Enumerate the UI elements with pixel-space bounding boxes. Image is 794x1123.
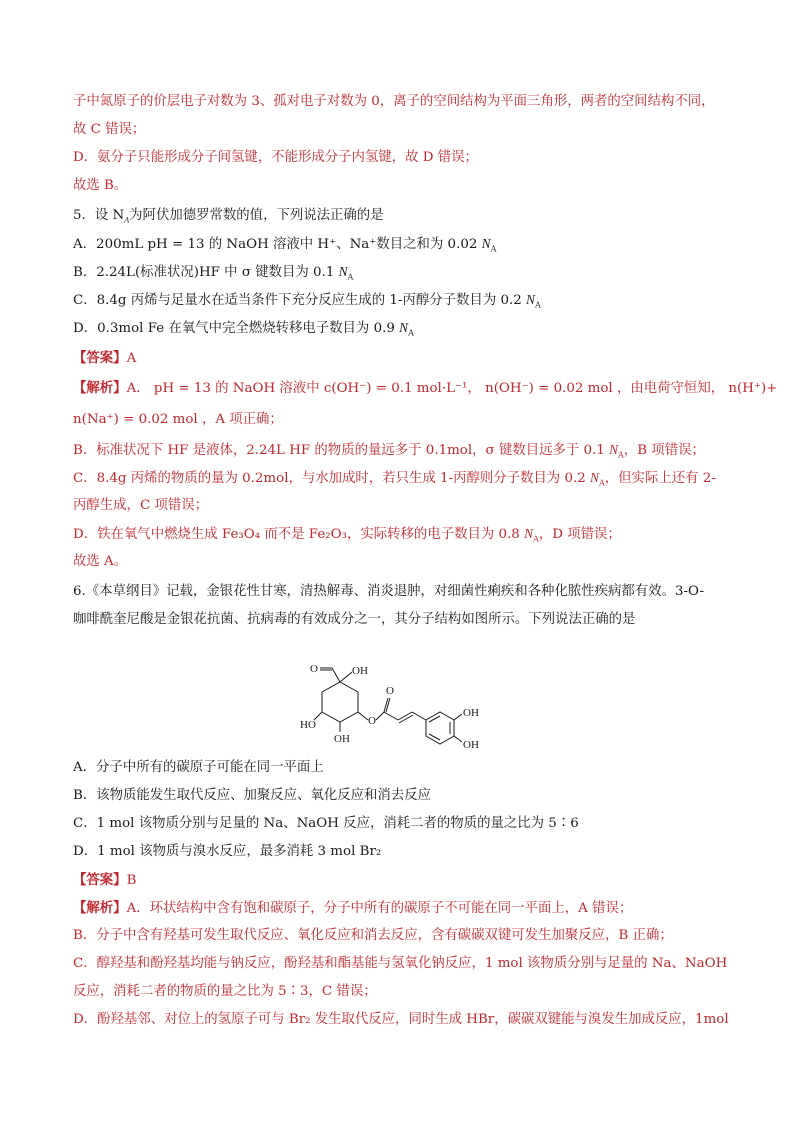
explanation-5-line: 故选 A。 [73,554,128,569]
formula-label: OH [334,733,350,745]
text-line: D．氨分子只能形成分子间氢键，不能形成分子内氢键，故 D 错误； [73,150,478,165]
option-6c: C．1 mol 该物质分别与足量的 Na、NaOH 反应，消耗二者的物质的量之比为 5∶6 [73,816,579,831]
explanation-5-line: B．标准状况下 HF 是液体，2.24L HF 的物质的量远多于 0.1mol，σ 键数目远多于 0.1 $N_A$，B 项错误； [73,442,705,460]
option-5a: A．200mL pH = 13 的 NaOH 溶液中 H⁺、Na⁺数目之和为 0.02 $N_A$ [73,236,497,254]
question-6-stem: 6.《本草纲目》记载，金银花性甘寒，清热解毒、消炎退肿，对细菌性痢疾和各种化脓性疾病都有效。3-O- [73,584,704,599]
answer-6: 【答案】B [73,872,137,888]
option-6d: D．1 mol 该物质与溴水反应，最多消耗 3 mol Br₂ [73,844,382,859]
explanation-6-line: D．酚羟基邻、对位上的氢原子可与 Br₂ 发生取代反应，同时生成 HBr，碳碳双键能与溴发生加成反应，1mol [73,1012,729,1027]
formula-label: OH [463,707,479,719]
option-5b: B．2.24L(标准状况)HF 中 σ 键数目为 0.1 $N_A$ [73,264,354,282]
formula-label: O [368,715,376,727]
molecule-structure-figure [300,662,500,752]
formula-label: OH [352,665,368,677]
question-5-stem: 5．设 $N_A$为阿伏加德罗常数的值，下列说法正确的是 [73,208,384,225]
answer-5: 【答案】A [73,350,137,366]
explanation-6-line: 反应，消耗二者的物质的量之比为 5∶3，C 错误； [73,984,377,999]
text-line: 故选 B。 [73,178,128,193]
option-6b: B．该物质能发生取代反应、加聚反应、氧化反应和消去反应 [73,788,431,803]
explanation-6-line: C．醇羟基和酚羟基均能与钠反应，酚羟基和酯基能与氢氧化钠反应，1 mol 该物质分别与足量的 Na、NaOH [73,956,728,971]
formula-label: O [386,685,394,697]
explanation-6-line: 【解析】A．环状结构中含有饱和碳原子，分子中所有的碳原子不可能在同一平面上，A 错误； [73,900,633,916]
explanation-5-line: 丙醇生成，C 项错误； [73,498,209,513]
formula-label: HO [300,719,316,731]
option-5d: D．0.3mol Fe 在氧气中完全燃烧转移电子数目为 0.9 $N_A$ [73,320,414,338]
explanation-5-line: n(Na⁺) = 0.02 mol ，A 项正确； [73,412,283,427]
formula-label: OH [463,739,479,751]
option-6a: A．分子中所有的碳原子可能在同一平面上 [73,760,324,775]
option-5c: C．8.4g 丙烯与足量水在适当条件下充分反应生成的 1-丙醇分子数目为 0.2 $N_A$ [73,292,541,310]
text-line: 子中氮原子的价层电子对数为 3、孤对电子对数为 0，离子的空间结构为平面三角形，两者的空间结构不同， [73,94,715,109]
explanation-5-line: 【解析】A． pH = 13 的 NaOH 溶液中 c(OH⁻) = 0.1 mol·L⁻¹， n(OH⁻) = 0.02 mol ，由电荷守恒知， n(H⁺)+ [73,380,778,396]
question-6-stem: 咖啡酰奎尼酸是金银花抗菌、抗病毒的有效成分之一，其分子结构如图所示。下列说法正确的是 [73,612,636,627]
text-line: 故 C 错误； [73,122,146,137]
explanation-6-line: B．分子中含有羟基可发生取代反应、氧化反应和消去反应，含有碳碳双键可发生加聚反应，B 正确； [73,928,673,943]
formula-label: O [310,663,318,675]
explanation-5-line: C．8.4g 丙烯的物质的量为 0.2mol，与水加成时，若只生成 1-丙醇则分子数目为 0.2 $N_A$，但实际上还有 2- [73,470,716,488]
explanation-5-line: D．铁在氧气中燃烧生成 Fe₃O₄ 而不是 Fe₂O₃，实际转移的电子数目为 0.8 $N_A$，D 项错误； [73,526,621,544]
